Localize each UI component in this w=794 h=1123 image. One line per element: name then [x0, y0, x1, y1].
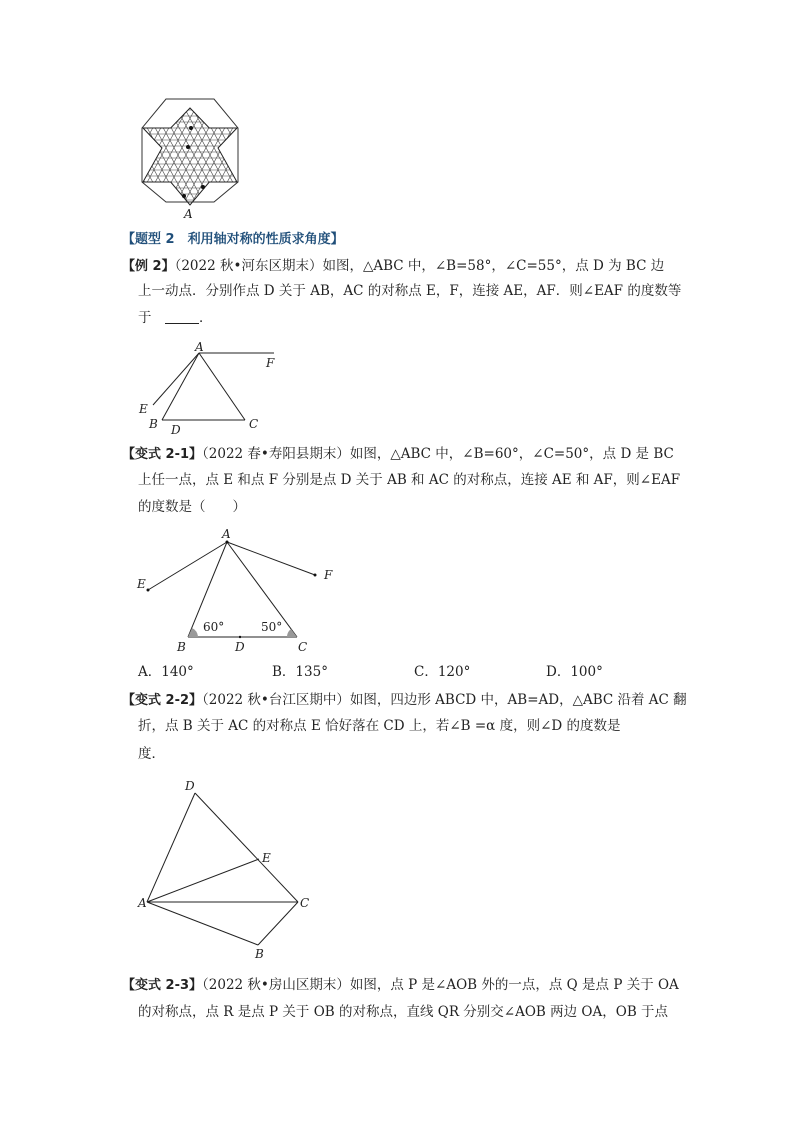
- v21-angle-c: 50°: [261, 620, 283, 634]
- answer-blank: [165, 309, 199, 324]
- example-2-tag: 【例 2】: [122, 259, 175, 274]
- ex2-label-a: A: [195, 340, 204, 354]
- v22-label-d: D: [185, 779, 195, 793]
- v21-label-f: F: [324, 568, 333, 582]
- v22-label-a: A: [138, 896, 147, 910]
- v21-label-a: A: [222, 527, 231, 541]
- star-label-a: A: [184, 207, 193, 221]
- variant-2-2-tag: 【变式 2-2】: [122, 693, 203, 708]
- v21-angle-b: 60°: [203, 620, 225, 634]
- variant-2-2-line-2: 折，点 B 关于 AC 的对称点 E 恰好落在 CD 上，若∠B =α 度，则∠D 的度数是: [138, 718, 621, 734]
- star-grid-figure: [135, 95, 245, 225]
- option-b[interactable]: B．135°: [272, 664, 328, 680]
- v21-label-c: C: [298, 640, 308, 654]
- v22-label-b: B: [255, 947, 264, 961]
- variant-2-1-tag: 【变式 2-1】: [122, 447, 203, 462]
- v21-label-d: D: [235, 640, 245, 654]
- variant-2-1-options: [138, 662, 658, 682]
- v21-label-e: E: [137, 577, 146, 591]
- example-2-triangle-figure: [130, 335, 290, 440]
- variant-2-1-triangle-figure: [130, 525, 350, 655]
- ex2-label-c: C: [249, 417, 259, 431]
- option-c[interactable]: C．120°: [414, 664, 471, 680]
- v22-label-e: E: [262, 851, 271, 865]
- example-2-line-3: 于 ．: [138, 310, 213, 326]
- v22-label-c: C: [300, 896, 310, 910]
- example-2-line-1: 【例 2】（2022 秋•河东区期末）如图，△ABC 中，∠B=58°，∠C=55°，点 D 为 BC 边: [122, 258, 665, 274]
- variant-2-3-line-2: 的对称点，点 R 是点 P 关于 OB 的对称点，直线 QR 分别交∠AOB 两边 OA，OB 于点: [138, 1004, 669, 1020]
- ex2-label-e: E: [139, 402, 148, 416]
- ex2-label-d: D: [171, 423, 181, 437]
- variant-2-1-line-1: 【变式 2-1】（2022 春•寿阳县期末）如图，△ABC 中，∠B=60°，∠C=50°，点 D 是 BC: [122, 446, 674, 462]
- variant-2-2-line-3: 度．: [138, 746, 165, 762]
- example-2-line-2: 上一动点．分别作点 D 关于 AB，AC 的对称点 E，F，连接 AE，AF．则∠EAF 的度数等: [138, 283, 682, 299]
- variant-2-3-tag: 【变式 2-3】: [122, 978, 203, 993]
- variant-2-3-line-1: 【变式 2-3】（2022 秋•房山区期末）如图，点 P 是∠AOB 外的一点，点 Q 是点 P 关于 OA: [122, 977, 679, 993]
- ex2-label-b: B: [149, 417, 158, 431]
- ex2-label-f: F: [266, 356, 275, 370]
- v21-label-b: B: [177, 640, 186, 654]
- option-d[interactable]: D．100°: [546, 664, 603, 680]
- variant-2-1-line-2: 上任一点，点 E 和点 F 分别是点 D 关于 AB 和 AC 的对称点，连接 AE 和 AF，则∠EAF: [138, 472, 681, 488]
- option-a[interactable]: A．140°: [138, 664, 194, 680]
- variant-2-2-quadrilateral-figure: [135, 772, 325, 962]
- section-heading: 【题型 2 利用轴对称的性质求角度】: [122, 232, 344, 247]
- variant-2-2-line-1: 【变式 2-2】（2022 秋•台江区期中）如图，四边形 ABCD 中，AB=AD，△ABC 沿着 AC 翻: [122, 692, 687, 708]
- variant-2-1-line-3: 的度数是（ ）: [138, 499, 246, 515]
